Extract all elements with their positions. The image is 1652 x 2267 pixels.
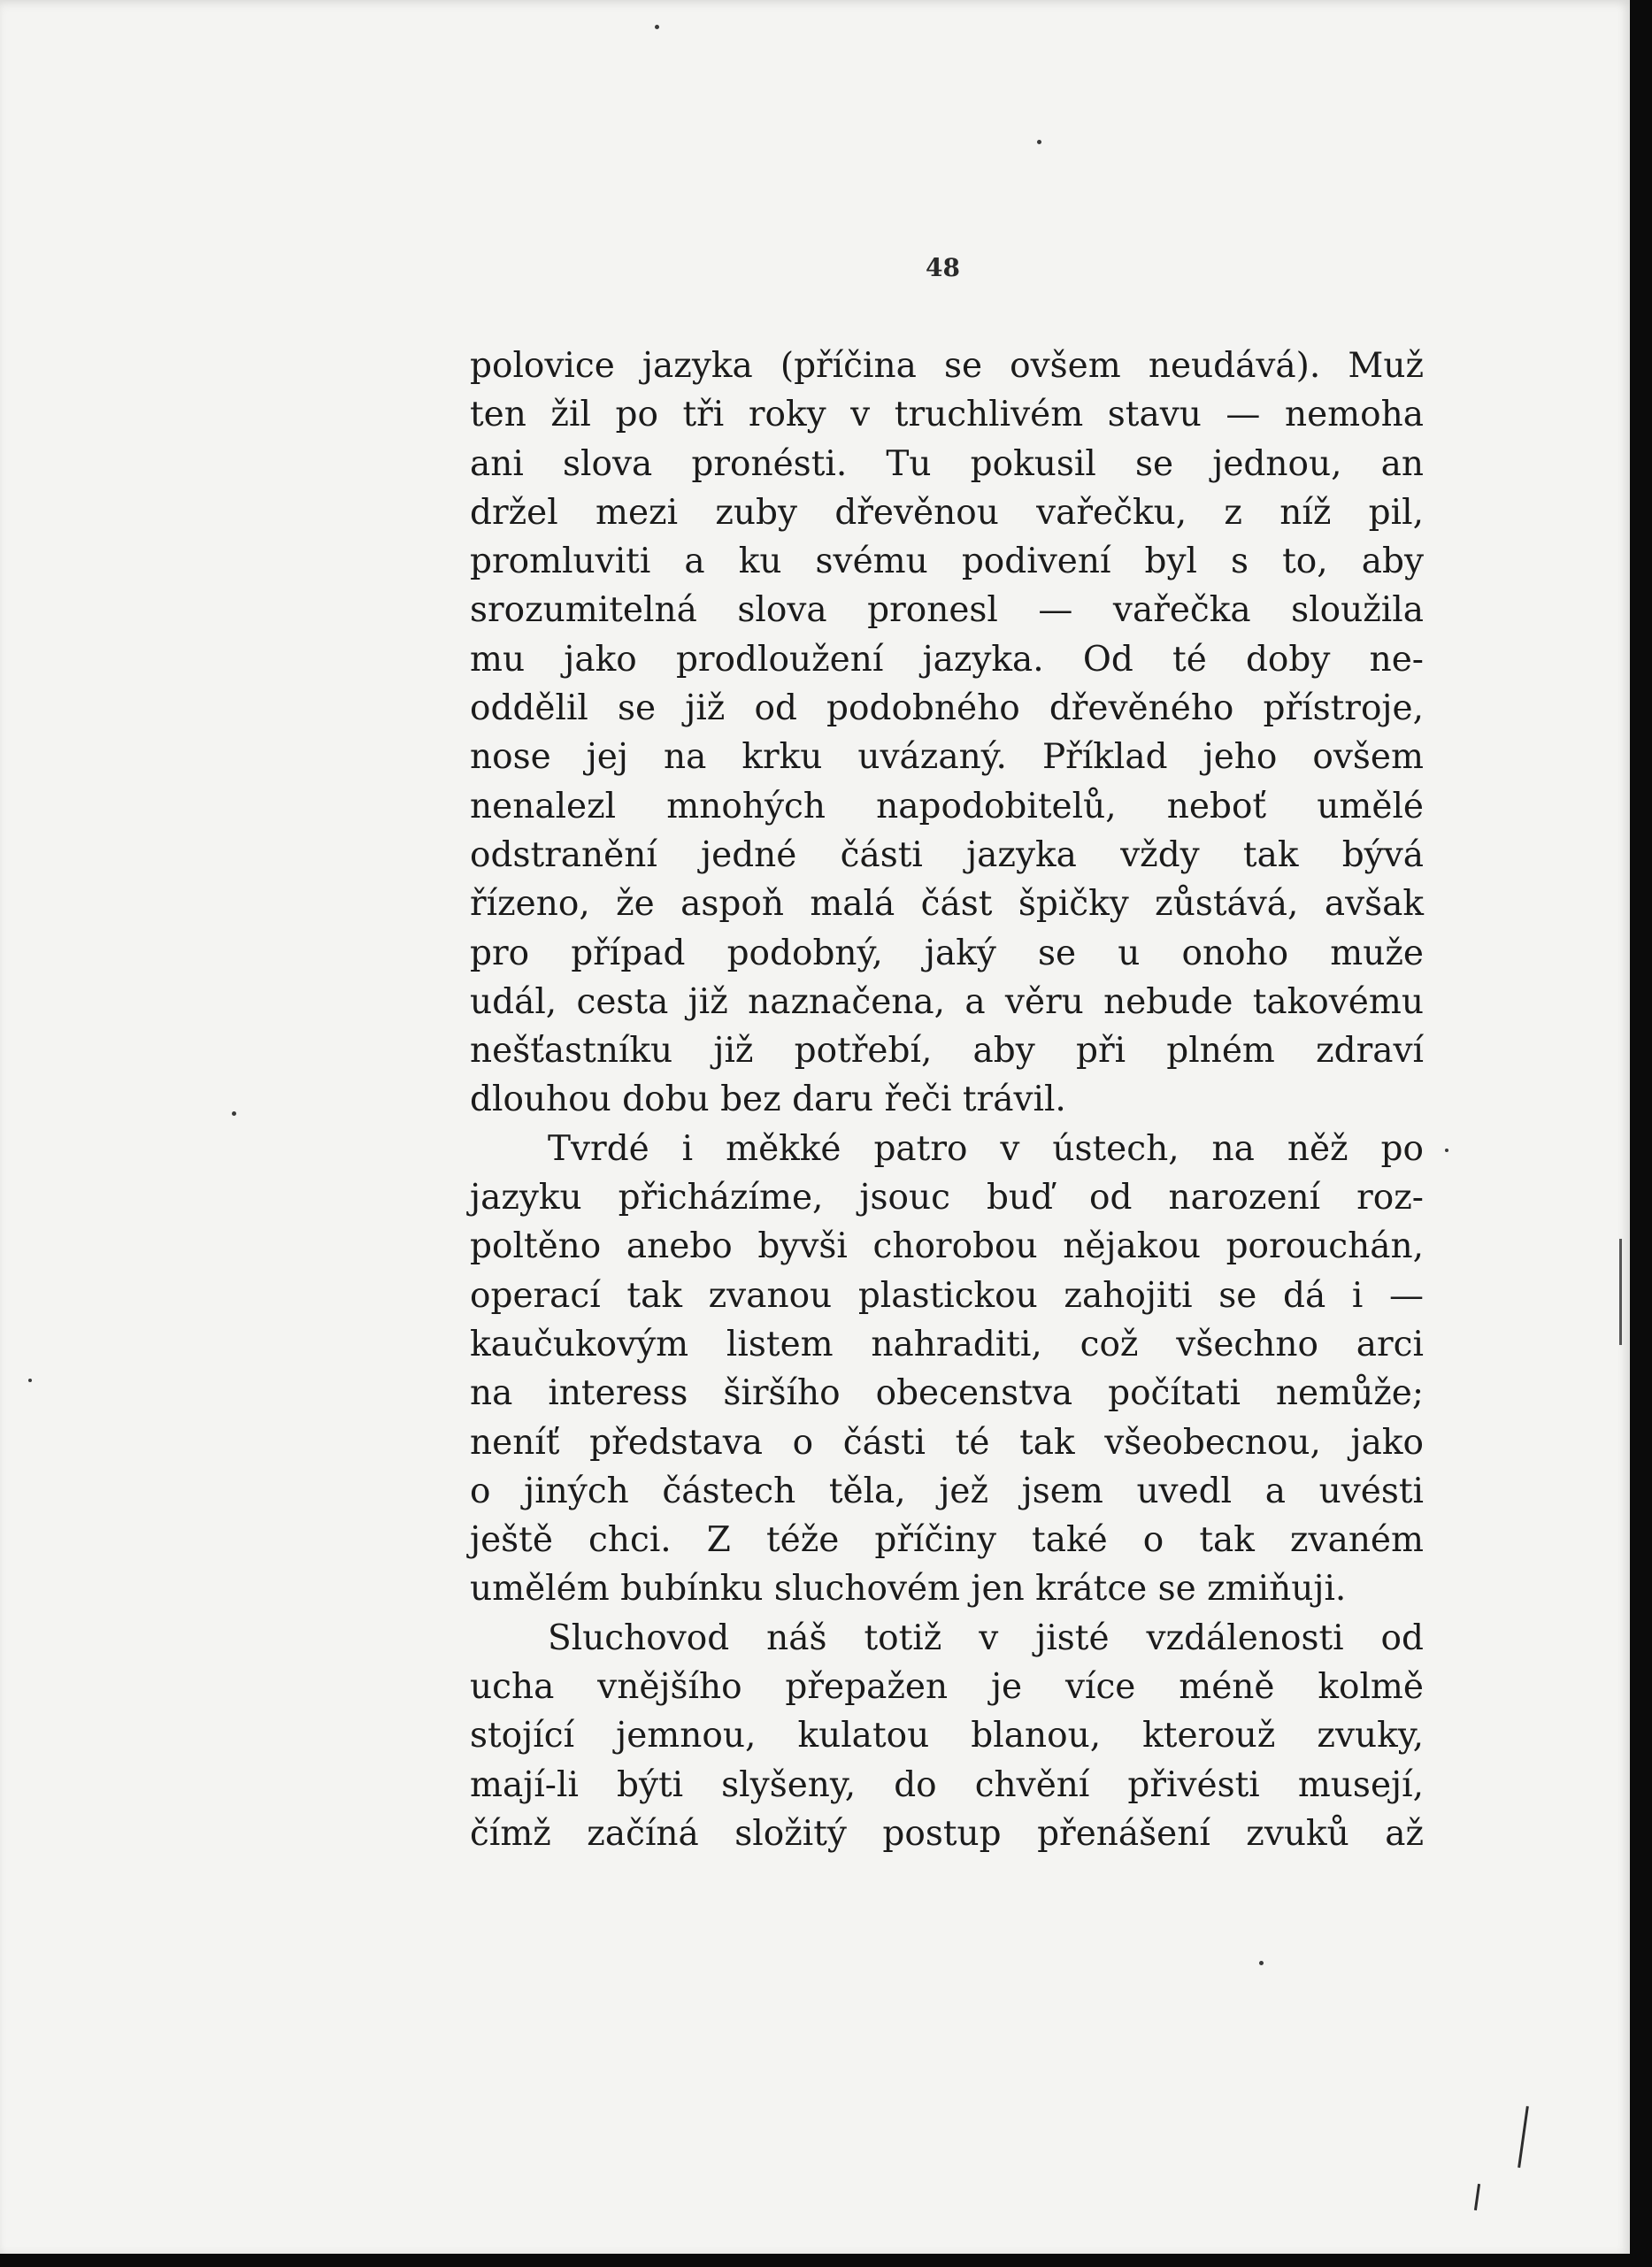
scan-speck <box>1259 1961 1264 1965</box>
text-line: srozumitelná slova pronesl — vařečka sloužila <box>470 590 1424 631</box>
text-line: ani slova pronésti. Tu pokusil se jednou, an <box>470 443 1424 484</box>
text-line: odstranění jedné části jazyka vždy tak bývá <box>470 834 1424 875</box>
scan-scratch <box>1474 2184 1480 2210</box>
text-line: operací tak zvanou plastickou zahojiti se dá i — <box>470 1275 1424 1316</box>
scan-scratch <box>1619 1239 1622 1345</box>
text-line: držel mezi zuby dřevěnou vařečku, z níž pil, <box>470 492 1424 533</box>
text-line: ještě chci. Z téže příčiny také o tak zvaném <box>470 1520 1424 1561</box>
scan-speck <box>1445 1149 1448 1152</box>
scan-speck <box>1037 140 1041 144</box>
text-line: nešťastníku již potřebí, aby při plném zdraví <box>470 1031 1424 1072</box>
text-line: mají-li býti slyšeny, do chvění přivésti musejí, <box>470 1764 1424 1805</box>
text-line: o jiných částech těla, jež jsem uvedl a uvésti <box>470 1471 1424 1511</box>
text-line: kaučukovým listem nahraditi, což všechno arci <box>470 1324 1424 1364</box>
text-line: nenalezl mnohých napodobitelů, neboť umělé <box>470 786 1424 826</box>
text-line: řízeno, že aspoň malá část špičky zůstává, avšak <box>470 884 1424 925</box>
text-line: poltěno anebo byvši chorobou nějakou porouchán, <box>470 1226 1424 1267</box>
text-line: udál, cesta již naznačena, a věru nebude takovému <box>470 981 1424 1022</box>
scan-scratch <box>1518 2106 1529 2168</box>
paragraph <box>470 342 1424 1125</box>
text-line: čímž začíná složitý postup přenášení zvuků až <box>470 1813 1424 1854</box>
text-line: jazyku přicházíme, jsouc buď od narození roz- <box>470 1178 1424 1218</box>
scan-speck <box>28 1379 32 1382</box>
paragraph <box>470 1614 1424 1858</box>
scan-speck <box>655 25 659 29</box>
text-line: polovice jazyka (příčina se ovšem neudává). Muž <box>470 346 1424 386</box>
text-line: Tvrdé i měkké patro v ústech, na něž po <box>548 1128 1424 1169</box>
scan-border-right <box>1630 0 1652 2267</box>
text-line: pro případ podobný, jaký se u onoho muže <box>470 933 1424 973</box>
text-line: mu jako prodloužení jazyka. Od té doby ne- <box>470 639 1424 680</box>
scan-speck <box>232 1111 236 1116</box>
text-line: ten žil po tři roky v truchlivém stavu — nemoha <box>470 395 1424 435</box>
scan-border-bottom <box>0 2254 1652 2267</box>
text-line: ucha vnějšího přepažen je více méně kolmě <box>470 1667 1424 1708</box>
text-line: dlouhou dobu bez daru řeči trávil. <box>470 1080 1066 1120</box>
text-line: na interess širšího obecenstva počítati nemůže; <box>470 1373 1424 1414</box>
text-line: oddělil se již od podobného dřevěného přístroje, <box>470 688 1424 729</box>
text-line: neníť představa o části té tak všeobecnou, jako <box>470 1422 1424 1463</box>
text-line: umělém bubínku sluchovém jen krátce se zmiňuji. <box>470 1569 1347 1610</box>
page-number: 48 <box>926 253 960 282</box>
text-line: stojící jemnou, kulatou blanou, kterouž zvuky, <box>470 1716 1424 1756</box>
paragraph <box>470 1125 1424 1614</box>
text-line: nose jej na krku uvázaný. Příklad jeho ovšem <box>470 737 1424 778</box>
text-line: promluviti a ku svému podivení byl s to, aby <box>470 542 1424 582</box>
body-text <box>470 342 1424 1858</box>
text-line: Sluchovod náš totiž v jisté vzdálenosti od <box>548 1618 1424 1658</box>
